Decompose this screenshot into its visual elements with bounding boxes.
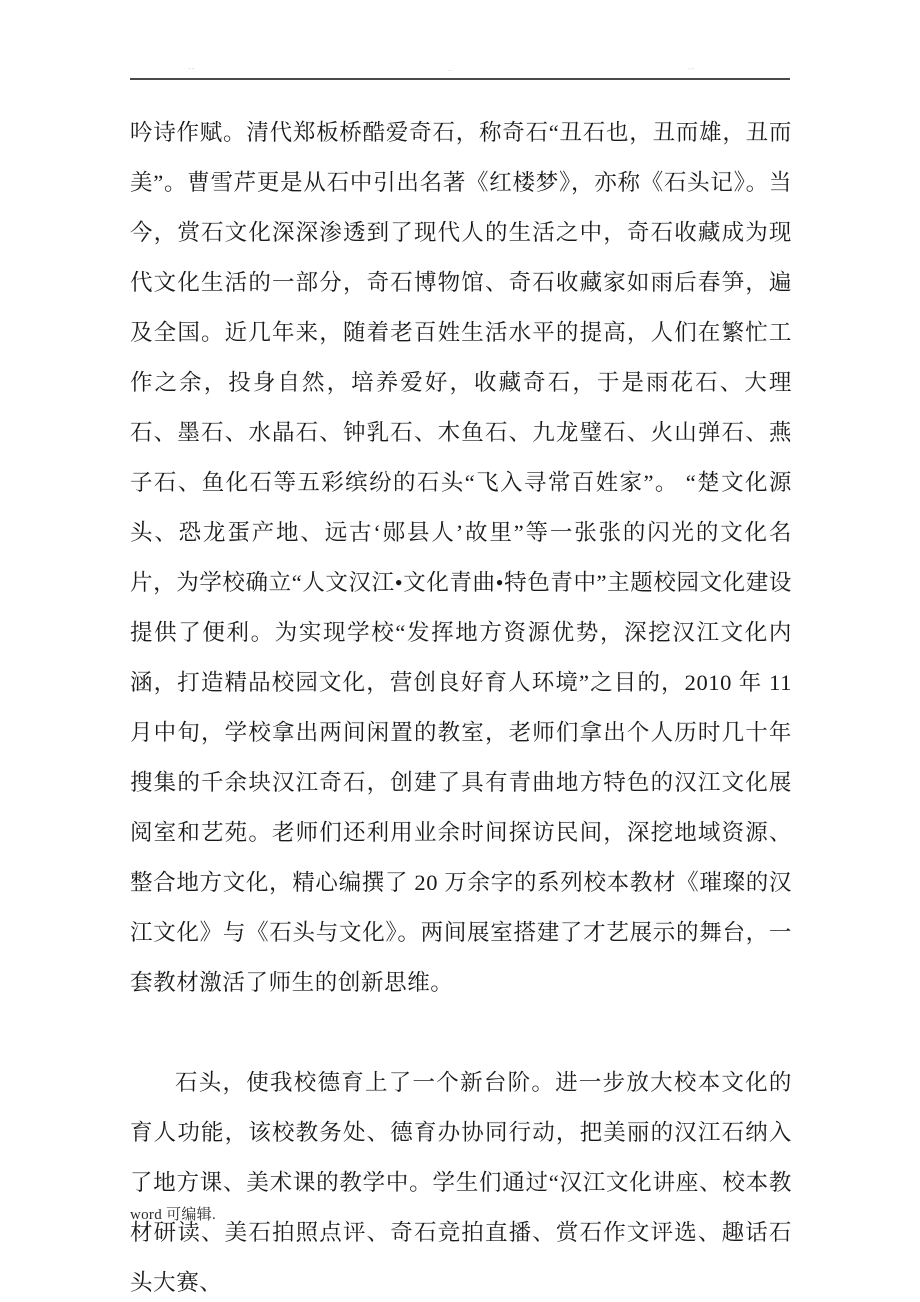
footer-label: word 可编辑. <box>130 1207 217 1223</box>
document-body <box>130 108 792 1302</box>
body-paragraph-2: 石头，使我校德育上了一个新台阶。进一步放大校本文化的育人功能，该校教务处、德育办协同行动，把美丽的汉江石纳入了地方课、美术课的教学中。学生们通过“汉江文化讲座、校本教材研读、美石拍照点评、奇石竞拍直播、赏石作文评选、趣话石头大赛、 <box>130 1070 792 1295</box>
page-header <box>130 60 790 82</box>
body-paragraph-1: 吟诗作赋。清代郑板桥酷爱奇石，称奇石“丑石也，丑而雄，丑而美”。曹雪芹更是从石中引出名著《红楼梦》，亦称《石头记》。当今，赏石文化深深渗透到了现代人的生活之中，奇石收藏成为现代文化生活的一部分，奇石博物馆、奇石收藏家如雨后春笋，遍及全国。近几年来，随着老百姓生活水平的提高，人们在繁忙工作之余，投身自然，培养爱好，收藏奇石，于是雨花石、大理石、墨石、水晶石、钟乳石、木鱼石、九龙璧石、火山弹石、燕子石、鱼化石等五彩缤纷的石头“飞入寻常百姓家”。 “楚文化源头、恐龙蛋产地、远古‘郧县人’故里”等一张张的闪光的文化名片，为学校确立“人文汉江•文化青曲•特色青中”主题校园文化建设提供了便利。为实现学校“发挥地方资源优势，深挖汉江文化内涵，打造精品校园文化，营创良好育人环境”之目的，2010 年 11 月中旬，学校拿出两间闲置的教室，老师们拿出个人历时几十年搜集的千余块汉江奇石，创建了具有青曲地方特色的汉江文化展阅室和艺苑。老师们还利用业余时间探访民间，深挖地域资源、整合地方文化，精心编撰了 20 万余字的系列校本教材《璀璨的汉江文化》与《石头与文化》。两间展室搭建了才艺展示的舞台，一套教材激活了师生的创新思维。 <box>130 120 792 995</box>
header-divider-rule <box>130 78 790 80</box>
header-mark-left: -- <box>188 63 195 73</box>
header-marks <box>130 60 790 78</box>
page-footer <box>130 1205 792 1225</box>
header-mark-center: .. <box>448 63 454 73</box>
header-mark-right: -- <box>688 63 695 73</box>
paragraph-spacer <box>130 1008 792 1058</box>
